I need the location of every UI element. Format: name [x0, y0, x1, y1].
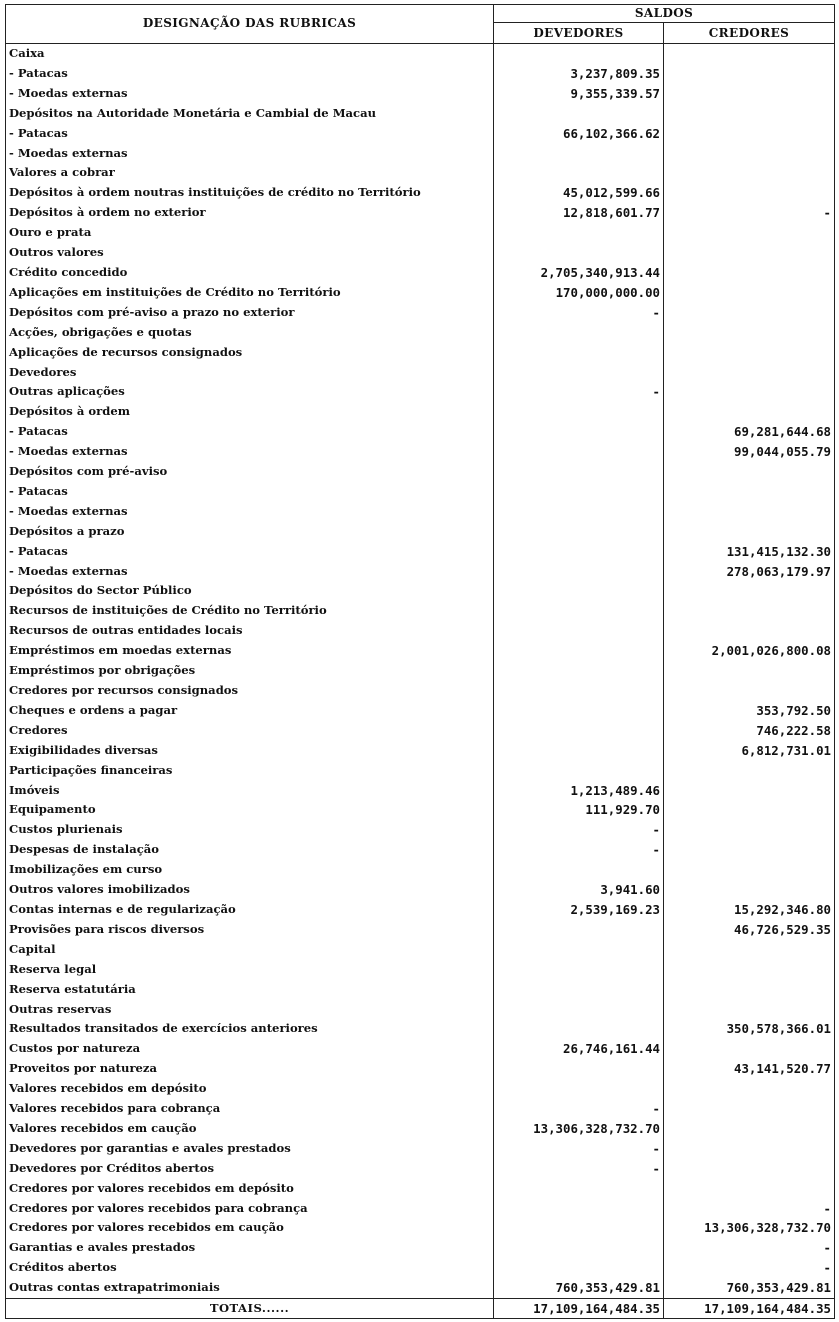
saldo-devedor — [494, 562, 664, 582]
saldo-credor: 131,415,132.30 — [664, 542, 835, 562]
saldo-credor — [664, 781, 835, 801]
table-row — [6, 1258, 835, 1278]
saldo-credor: - — [664, 203, 835, 223]
rubrica-name: Reserva estatutária — [6, 980, 494, 1000]
saldo-credor: - — [664, 1199, 835, 1219]
table-row — [6, 840, 835, 860]
table-row — [6, 920, 835, 940]
table-body — [6, 44, 835, 1299]
rubrica-name: Custos plurienais — [6, 820, 494, 840]
table-row — [6, 482, 835, 502]
saldo-devedor — [494, 741, 664, 761]
saldo-credor — [664, 1139, 835, 1159]
saldo-credor — [664, 44, 835, 64]
rubrica-name: - Moedas externas — [6, 562, 494, 582]
saldo-credor — [664, 1000, 835, 1020]
saldo-devedor — [494, 1238, 664, 1258]
table-row — [6, 701, 835, 721]
saldo-credor — [664, 661, 835, 681]
saldo-devedor — [494, 1059, 664, 1079]
rubrica-name: Aplicações de recursos consignados — [6, 343, 494, 363]
table-row — [6, 860, 835, 880]
rubrica-name: Valores recebidos para cobrança — [6, 1099, 494, 1119]
table-row — [6, 1019, 835, 1039]
rubrica-name: - Moedas externas — [6, 144, 494, 164]
saldo-devedor — [494, 1000, 664, 1020]
saldo-devedor — [494, 144, 664, 164]
saldo-devedor: - — [494, 820, 664, 840]
table-row — [6, 542, 835, 562]
table-row — [6, 243, 835, 263]
credores-header: CREDORES — [664, 23, 835, 44]
saldo-devedor — [494, 960, 664, 980]
saldo-devedor — [494, 542, 664, 562]
table-row — [6, 402, 835, 422]
saldo-credor: 46,726,529.35 — [664, 920, 835, 940]
table-row — [6, 502, 835, 522]
saldo-credor: 278,063,179.97 — [664, 562, 835, 582]
table-row — [6, 781, 835, 801]
saldo-devedor: 26,746,161.44 — [494, 1039, 664, 1059]
saldo-devedor: 111,929.70 — [494, 800, 664, 820]
rubrica-name: Outros valores — [6, 243, 494, 263]
saldo-devedor — [494, 940, 664, 960]
rubrica-name: Depósitos à ordem — [6, 402, 494, 422]
saldo-credor — [664, 462, 835, 482]
saldo-devedor: - — [494, 840, 664, 860]
saldo-devedor — [494, 701, 664, 721]
saldo-credor: 13,306,328,732.70 — [664, 1218, 835, 1238]
totals-label: TOTAIS...... — [6, 1299, 494, 1319]
devedores-header: DEVEDORES — [494, 23, 664, 44]
saldo-devedor: 760,353,429.81 — [494, 1278, 664, 1298]
saldo-credor — [664, 382, 835, 402]
rubrica-name: Exigibilidades diversas — [6, 741, 494, 761]
rubrica-name: Depósitos na Autoridade Monetária e Cambial de Macau — [6, 104, 494, 124]
saldo-credor — [664, 1099, 835, 1119]
saldo-devedor — [494, 721, 664, 741]
balance-sheet — [5, 4, 834, 1319]
table-row — [6, 980, 835, 1000]
saldo-devedor — [494, 44, 664, 64]
saldo-devedor: 13,306,328,732.70 — [494, 1119, 664, 1139]
rubrica-name: Outras contas extrapatrimoniais — [6, 1278, 494, 1298]
rubrica-name: Empréstimos por obrigações — [6, 661, 494, 681]
saldo-devedor — [494, 601, 664, 621]
rubrica-name: Caixa — [6, 44, 494, 64]
rubrica-name: Outras reservas — [6, 1000, 494, 1020]
rubrica-name: - Moedas externas — [6, 442, 494, 462]
saldo-devedor — [494, 343, 664, 363]
rubrica-name: Custos por natureza — [6, 1039, 494, 1059]
saldo-devedor — [494, 402, 664, 422]
table-row — [6, 940, 835, 960]
rubrica-name: Outros valores imobilizados — [6, 880, 494, 900]
table-row — [6, 900, 835, 920]
rubrica-name: Depósitos à ordem no exterior — [6, 203, 494, 223]
rubrica-name: Devedores por Créditos abertos — [6, 1159, 494, 1179]
saldo-credor — [664, 124, 835, 144]
saldo-credor — [664, 363, 835, 383]
table-row — [6, 641, 835, 661]
table-row — [6, 163, 835, 183]
saldo-devedor — [494, 422, 664, 442]
table-row — [6, 363, 835, 383]
table-row — [6, 1199, 835, 1219]
saldo-devedor — [494, 641, 664, 661]
saldo-credor — [664, 502, 835, 522]
rubrica-name: Aplicações em instituições de Crédito no Território — [6, 283, 494, 303]
saldo-credor — [664, 581, 835, 601]
saldo-credor — [664, 64, 835, 84]
table-row — [6, 522, 835, 542]
table-row — [6, 104, 835, 124]
table-row — [6, 183, 835, 203]
rubrica-name: Valores recebidos em depósito — [6, 1079, 494, 1099]
rubrica-name: Reserva legal — [6, 960, 494, 980]
saldo-devedor — [494, 761, 664, 781]
table-row — [6, 601, 835, 621]
saldo-devedor — [494, 621, 664, 641]
saldos-header: SALDOS — [494, 5, 835, 23]
table-row — [6, 283, 835, 303]
saldo-devedor — [494, 1079, 664, 1099]
rubrica-name: Depósitos do Sector Público — [6, 581, 494, 601]
table-row — [6, 661, 835, 681]
rubrica-name: - Moedas externas — [6, 502, 494, 522]
saldo-credor — [664, 283, 835, 303]
totals-row — [6, 1299, 835, 1319]
saldo-credor — [664, 840, 835, 860]
rubrica-name: Imobilizações em curso — [6, 860, 494, 880]
saldo-devedor: 45,012,599.66 — [494, 183, 664, 203]
saldo-credor: 350,578,366.01 — [664, 1019, 835, 1039]
table-row — [6, 203, 835, 223]
saldo-devedor: 12,818,601.77 — [494, 203, 664, 223]
rubrica-name: Imóveis — [6, 781, 494, 801]
rubrica-name: Contas internas e de regularização — [6, 900, 494, 920]
saldo-credor: 760,353,429.81 — [664, 1278, 835, 1298]
saldo-devedor — [494, 223, 664, 243]
rubrica-name: Credores — [6, 721, 494, 741]
table-row — [6, 1099, 835, 1119]
rubrica-name: - Patacas — [6, 124, 494, 144]
table-row — [6, 1159, 835, 1179]
saldo-devedor — [494, 1218, 664, 1238]
saldo-credor — [664, 183, 835, 203]
rubrica-name: Capital — [6, 940, 494, 960]
saldo-credor — [664, 1039, 835, 1059]
saldo-devedor — [494, 323, 664, 343]
saldo-credor — [664, 104, 835, 124]
rubrica-name: Recursos de instituições de Crédito no Território — [6, 601, 494, 621]
saldo-devedor — [494, 1199, 664, 1219]
rubrica-name: - Moedas externas — [6, 84, 494, 104]
rubrica-name: Crédito concedido — [6, 263, 494, 283]
table-row — [6, 84, 835, 104]
table-row — [6, 382, 835, 402]
table-row — [6, 1139, 835, 1159]
saldo-credor — [664, 960, 835, 980]
saldo-credor — [664, 343, 835, 363]
table-row — [6, 621, 835, 641]
rubrica-name: Proveitos por natureza — [6, 1059, 494, 1079]
rubrica-name: Participações financeiras — [6, 761, 494, 781]
table-row — [6, 263, 835, 283]
saldo-credor — [664, 1159, 835, 1179]
saldo-devedor — [494, 442, 664, 462]
rubrica-name: Credores por valores recebidos em depósito — [6, 1179, 494, 1199]
table-row — [6, 581, 835, 601]
rubrica-name: Devedores — [6, 363, 494, 383]
saldo-devedor — [494, 462, 664, 482]
table-row — [6, 721, 835, 741]
rubrica-name: Provisões para riscos diversos — [6, 920, 494, 940]
table-row — [6, 124, 835, 144]
rubrica-name: Valores recebidos em caução — [6, 1119, 494, 1139]
saldo-credor — [664, 243, 835, 263]
saldo-credor: 6,812,731.01 — [664, 741, 835, 761]
table-row — [6, 681, 835, 701]
saldo-devedor — [494, 522, 664, 542]
saldo-devedor — [494, 363, 664, 383]
table-row — [6, 1238, 835, 1258]
saldo-devedor: 3,237,809.35 — [494, 64, 664, 84]
saldo-credor: 353,792.50 — [664, 701, 835, 721]
rubrica-name: Valores a cobrar — [6, 163, 494, 183]
table-row — [6, 820, 835, 840]
table-row — [6, 343, 835, 363]
saldo-credor — [664, 820, 835, 840]
saldo-credor: 15,292,346.80 — [664, 900, 835, 920]
rubrica-name: Equipamento — [6, 800, 494, 820]
saldo-credor: 2,001,026,800.08 — [664, 641, 835, 661]
table-row — [6, 1079, 835, 1099]
rubrica-name: Empréstimos em moedas externas — [6, 641, 494, 661]
saldo-devedor — [494, 163, 664, 183]
saldo-devedor — [494, 860, 664, 880]
table-row — [6, 741, 835, 761]
saldo-credor — [664, 144, 835, 164]
rubrica-name: - Patacas — [6, 542, 494, 562]
table-row — [6, 761, 835, 781]
rubrica-name: Ouro e prata — [6, 223, 494, 243]
saldo-credor: 99,044,055.79 — [664, 442, 835, 462]
saldo-devedor: - — [494, 303, 664, 323]
saldo-devedor — [494, 104, 664, 124]
table-row — [6, 800, 835, 820]
saldo-credor — [664, 1179, 835, 1199]
saldo-devedor — [494, 1179, 664, 1199]
table-row — [6, 44, 835, 64]
saldo-devedor — [494, 581, 664, 601]
totals-devedores: 17,109,164,484.35 — [494, 1299, 664, 1319]
saldo-devedor: 1,213,489.46 — [494, 781, 664, 801]
saldo-credor — [664, 303, 835, 323]
table-row — [6, 1179, 835, 1199]
table-row — [6, 1278, 835, 1298]
table-row — [6, 303, 835, 323]
saldo-devedor: 9,355,339.57 — [494, 84, 664, 104]
rubrica-name: Credores por valores recebidos em caução — [6, 1218, 494, 1238]
saldo-credor — [664, 1079, 835, 1099]
table-row — [6, 442, 835, 462]
saldo-devedor: 3,941.60 — [494, 880, 664, 900]
saldo-devedor — [494, 661, 664, 681]
designacao-header: DESIGNAÇÃO DAS RUBRICAS — [6, 5, 494, 44]
table-row — [6, 64, 835, 84]
table-row — [6, 323, 835, 343]
saldo-devedor: - — [494, 1139, 664, 1159]
rubrica-name: Depósitos a prazo — [6, 522, 494, 542]
rubrica-name: Credores por recursos consignados — [6, 681, 494, 701]
rubrica-name: Recursos de outras entidades locais — [6, 621, 494, 641]
rubrica-name: Depósitos com pré-aviso — [6, 462, 494, 482]
table-row — [6, 1119, 835, 1139]
saldo-credor — [664, 223, 835, 243]
saldo-credor — [664, 522, 835, 542]
saldo-credor — [664, 601, 835, 621]
table-row — [6, 1039, 835, 1059]
saldo-devedor: - — [494, 1159, 664, 1179]
saldo-devedor: - — [494, 382, 664, 402]
totals-credores: 17,109,164,484.35 — [664, 1299, 835, 1319]
saldo-devedor: - — [494, 1099, 664, 1119]
saldo-credor — [664, 84, 835, 104]
saldo-credor — [664, 800, 835, 820]
table-row — [6, 960, 835, 980]
rubrica-name: Garantias e avales prestados — [6, 1238, 494, 1258]
saldo-credor — [664, 761, 835, 781]
saldo-credor — [664, 940, 835, 960]
saldo-devedor — [494, 1258, 664, 1278]
table-row — [6, 422, 835, 442]
rubrica-name: Resultados transitados de exercícios anteriores — [6, 1019, 494, 1039]
table-row — [6, 880, 835, 900]
saldo-credor — [664, 980, 835, 1000]
rubrica-name: - Patacas — [6, 422, 494, 442]
saldo-credor — [664, 681, 835, 701]
saldo-devedor: 2,539,169.23 — [494, 900, 664, 920]
rubrica-name: Devedores por garantias e avales prestados — [6, 1139, 494, 1159]
rubrica-name: Despesas de instalação — [6, 840, 494, 860]
saldo-devedor — [494, 243, 664, 263]
saldo-credor — [664, 621, 835, 641]
saldo-credor — [664, 482, 835, 502]
saldo-devedor: 66,102,366.62 — [494, 124, 664, 144]
table-row — [6, 223, 835, 243]
rubrica-name: Outras aplicações — [6, 382, 494, 402]
saldo-credor — [664, 880, 835, 900]
saldo-credor: - — [664, 1258, 835, 1278]
saldo-credor — [664, 402, 835, 422]
saldo-credor: - — [664, 1238, 835, 1258]
rubrica-name: - Patacas — [6, 64, 494, 84]
table-row — [6, 144, 835, 164]
saldo-devedor: 2,705,340,913.44 — [494, 263, 664, 283]
saldo-credor: 43,141,520.77 — [664, 1059, 835, 1079]
saldo-credor — [664, 1119, 835, 1139]
table-row — [6, 1000, 835, 1020]
balance-table — [5, 4, 835, 1319]
saldo-credor — [664, 860, 835, 880]
table-row — [6, 1059, 835, 1079]
rubrica-name: Créditos abertos — [6, 1258, 494, 1278]
saldo-devedor — [494, 482, 664, 502]
saldo-credor — [664, 323, 835, 343]
rubrica-name: Acções, obrigações e quotas — [6, 323, 494, 343]
saldo-credor: 746,222.58 — [664, 721, 835, 741]
rubrica-name: Depósitos com pré-aviso a prazo no exterior — [6, 303, 494, 323]
table-row — [6, 462, 835, 482]
rubrica-name: Depósitos à ordem noutras instituições de crédito no Território — [6, 183, 494, 203]
saldo-devedor — [494, 920, 664, 940]
saldo-devedor — [494, 1019, 664, 1039]
rubrica-name: - Patacas — [6, 482, 494, 502]
rubrica-name: Credores por valores recebidos para cobrança — [6, 1199, 494, 1219]
saldo-devedor — [494, 502, 664, 522]
rubrica-name: Cheques e ordens a pagar — [6, 701, 494, 721]
saldo-devedor — [494, 681, 664, 701]
saldo-credor: 69,281,644.68 — [664, 422, 835, 442]
saldo-devedor: 170,000,000.00 — [494, 283, 664, 303]
table-row — [6, 562, 835, 582]
saldo-devedor — [494, 980, 664, 1000]
saldo-credor — [664, 263, 835, 283]
saldo-credor — [664, 163, 835, 183]
table-row — [6, 1218, 835, 1238]
